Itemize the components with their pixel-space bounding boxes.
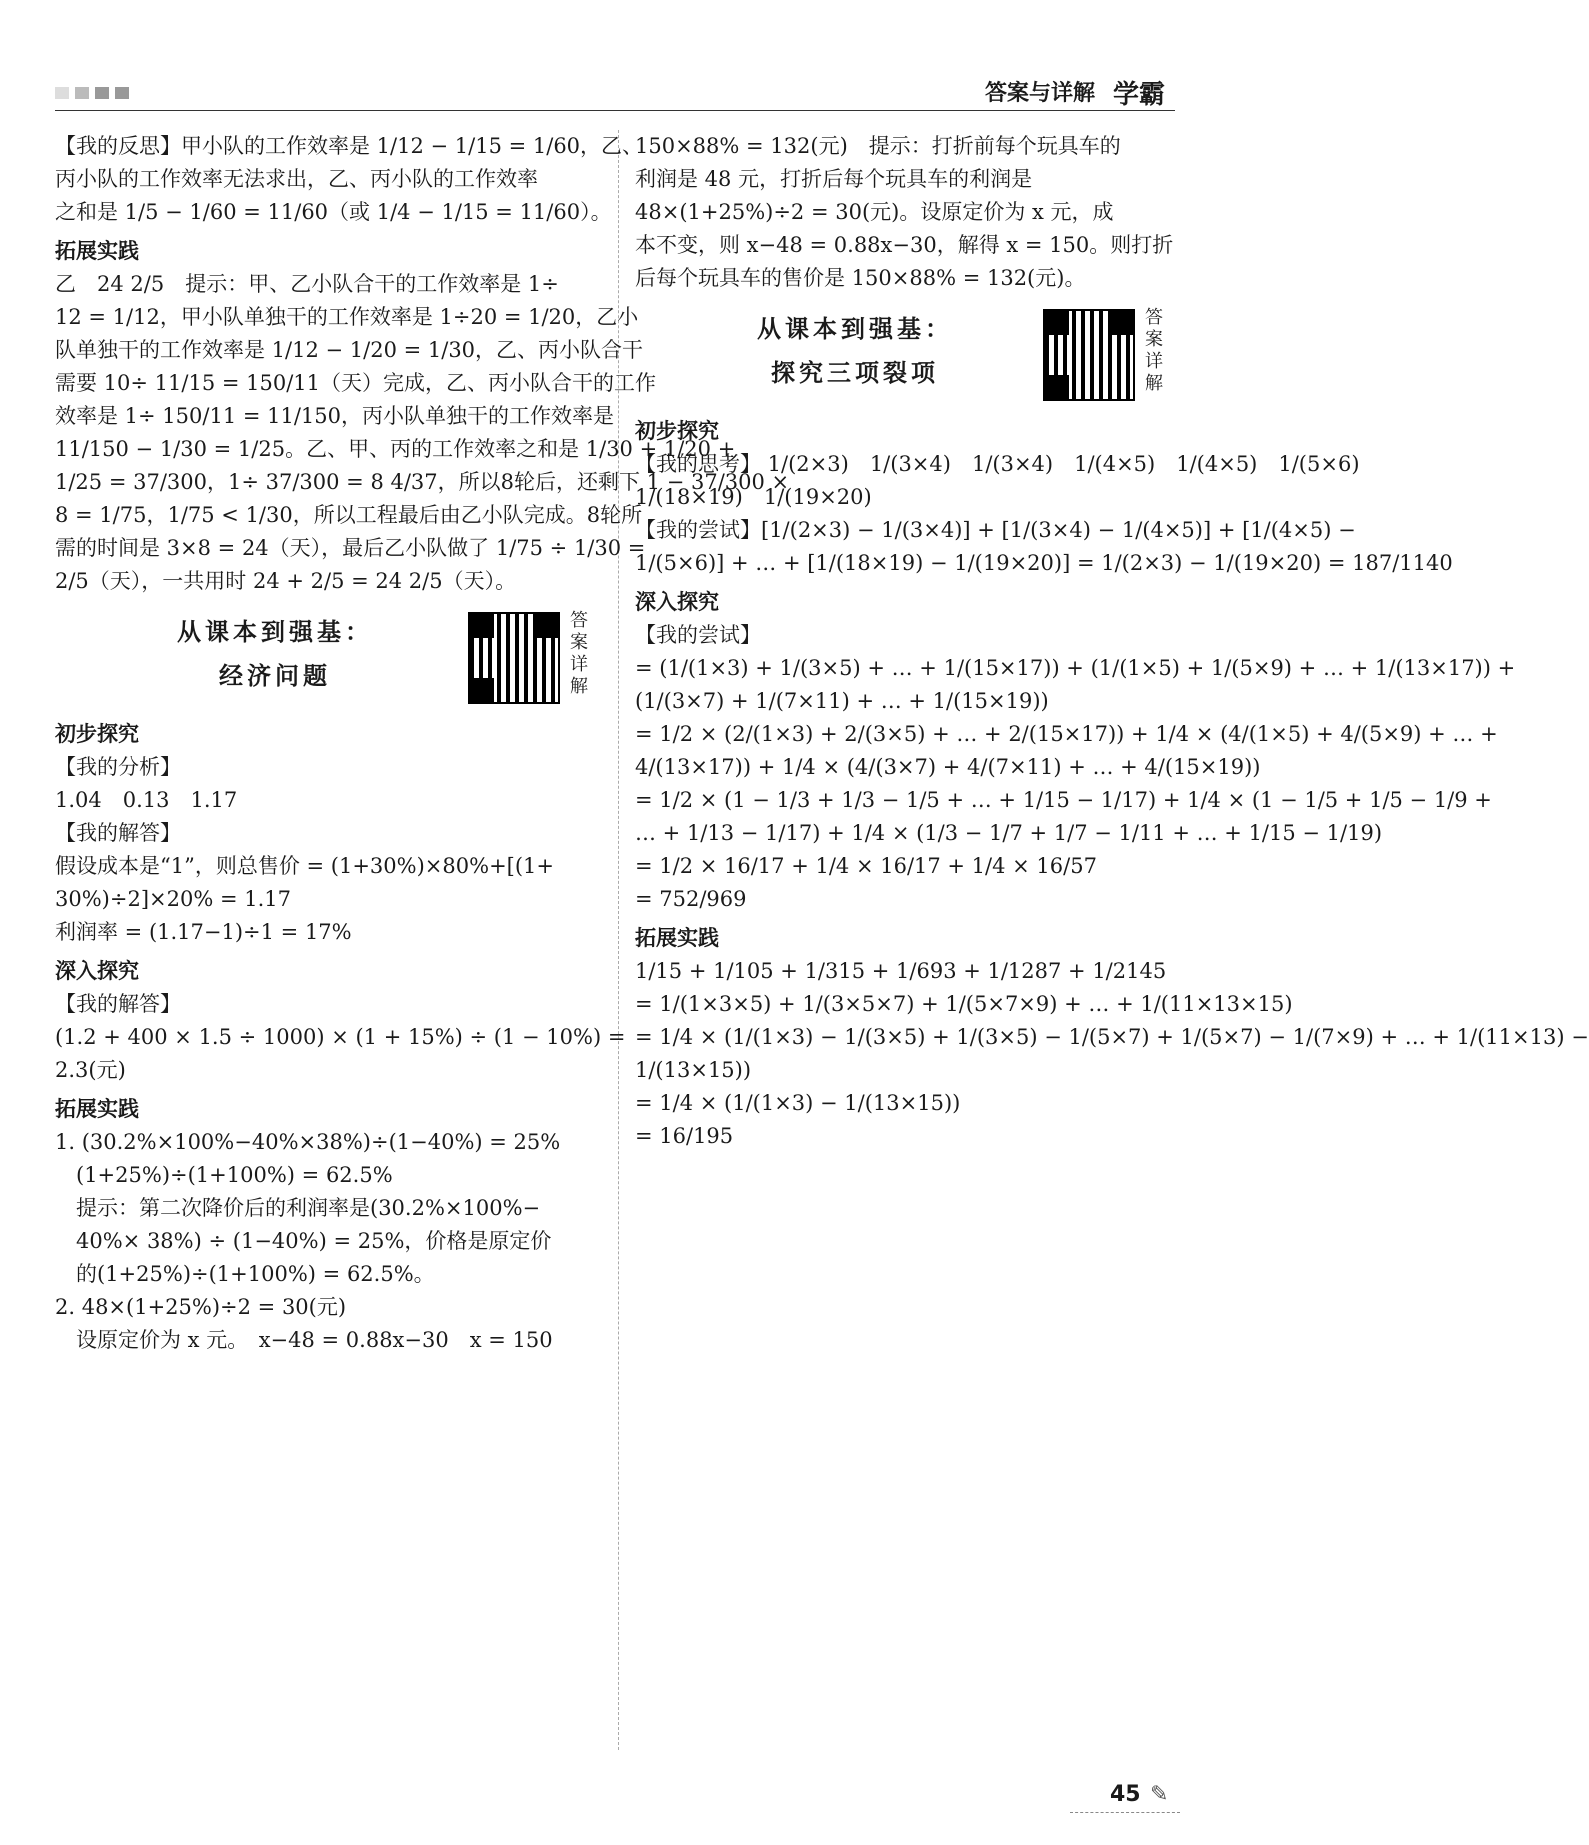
right-text-block-2 <box>635 415 1589 1153</box>
right-column <box>635 130 1589 1153</box>
text-line: (1/(3×7) + 1/(7×11) + … + 1/(15×19)) <box>635 689 1049 713</box>
text-line: 11/150 − 1/30 = 1/25。乙、甲、丙的工作效率之和是 1/30 + 1/20 + <box>55 437 736 461</box>
text-line: 队单独干的工作效率是 1/12 − 1/20 = 1/30，乙、丙小队合干 <box>55 338 644 362</box>
subheading: 深入探究 <box>635 590 719 614</box>
text-line: 12 = 1/12，甲小队单独干的工作效率是 1÷20 = 1/20，乙小 <box>55 305 639 329</box>
section-subtitle: 探究三项裂项 <box>771 359 939 387</box>
text-line: 利润是 48 元，打折后每个玩具车的利润是 <box>635 167 1033 191</box>
text-line: 【我的反思】甲小队的工作效率是 1/12 − 1/15 = 1/60，乙、 <box>55 134 644 158</box>
section-title: 从课本到强基： <box>757 315 953 343</box>
section-title: 从课本到强基： <box>177 618 373 646</box>
text-line: = 1/4 × (1/(1×3) − 1/(13×15)) <box>635 1091 961 1115</box>
text-line: 【我的尝试】[1/(2×3) − 1/(3×4)] + [1/(3×4) − 1/(4×5)] + [1/(4×5) − <box>635 518 1356 542</box>
text-line: 后每个玩具车的售价是 150×88% = 132(元)。 <box>635 266 1086 290</box>
text-line: = 1/2 × 16/17 + 1/4 × 16/17 + 1/4 × 16/57 <box>635 854 1097 878</box>
page-header <box>55 70 1175 110</box>
text-line: … + 1/13 − 1/17) + 1/4 × (1/3 − 1/7 + 1/7 − 1/11 + … + 1/15 − 1/19) <box>635 821 1383 845</box>
page-number: 45 <box>1110 1782 1141 1807</box>
text-line: = 1/2 × (1 − 1/3 + 1/3 − 1/5 + … + 1/15 − 1/17) + 1/4 × (1 − 1/5 + 1/5 − 1/9 + <box>635 788 1492 812</box>
text-line: (1.2 + 400 × 1.5 ÷ 1000) × (1 + 15%) ÷ (1 − 10%) = <box>55 1025 626 1049</box>
subheading: 深入探究 <box>55 959 139 983</box>
text-line: 40%× 38%) ÷ (1−40%) = 25%，价格是原定价 <box>55 1229 552 1253</box>
subheading: 拓展实践 <box>55 239 139 263</box>
section-subtitle: 经济问题 <box>219 662 331 690</box>
subheading: 拓展实践 <box>55 1097 139 1121</box>
text-line: 8 = 1/75，1/75 < 1/30，所以工程最后由乙小队完成。8轮所 <box>55 503 643 527</box>
text-line: 48×(1+25%)÷2 = 30(元)。设原定价为 x 元，成 <box>635 200 1114 224</box>
text-line: = 1/4 × (1/(1×3) − 1/(3×5) + 1/(3×5) − 1/(5×7) + 1/(5×7) − 1/(7×9) + … + 1/(11×13) − <box>635 1025 1589 1049</box>
text-line: 【我的思考】 1/(2×3) 1/(3×4) 1/(3×4) 1/(4×5) 1/(4×5) 1/(5×6) <box>635 452 1360 476</box>
header-rule <box>55 110 1175 111</box>
subheading: 初步探究 <box>635 419 719 443</box>
text-line: 2.3(元) <box>55 1058 126 1082</box>
text-line: 需要 10÷ 11/15 = 150/11（天）完成，乙、丙小队合干的工作 <box>55 371 657 395</box>
text-line: 利润率 = (1.17−1)÷1 = 17% <box>55 920 352 944</box>
header-decoration <box>55 84 135 103</box>
text-line: 本不变，则 x−48 = 0.88x−30，解得 x = 150。则打折 <box>635 233 1174 257</box>
text-line: 【我的分析】 <box>55 755 181 779</box>
text-line: 假设成本是“1”，则总售价 = (1+30%)×80%+[(1+ <box>55 854 555 878</box>
text-line: 4/(13×17)) + 1/4 × (4/(3×7) + 4/(7×11) + … + 4/(15×19)) <box>635 755 1261 779</box>
text-line: 1/15 + 1/105 + 1/315 + 1/693 + 1/1287 + 1/2145 <box>635 959 1167 983</box>
section-three-term <box>635 305 1175 405</box>
footer-rule <box>1070 1812 1180 1813</box>
qr-code-icon[interactable] <box>1043 309 1135 401</box>
section-economics <box>55 608 600 708</box>
text-line: 乙 24 2/5 提示：甲、乙小队合干的工作效率是 1÷ <box>55 272 559 296</box>
text-line: = 752/969 <box>635 887 747 911</box>
text-line: 1/(5×6)] + … + [1/(18×19) − 1/(19×20)] = 1/(2×3) − 1/(19×20) = 187/1140 <box>635 551 1453 575</box>
text-line: 效率是 1÷ 150/11 = 11/150，丙小队单独干的工作效率是 <box>55 404 615 428</box>
text-line: 提示：第二次降价后的利润率是(30.2%×100%− <box>55 1196 541 1220</box>
text-line: 150×88% = 132(元) 提示：打折前每个玩具车的 <box>635 134 1121 158</box>
subheading: 初步探究 <box>55 722 139 746</box>
text-line: 之和是 1/5 − 1/60 = 11/60（或 1/4 − 1/15 = 11/60）。 <box>55 200 612 224</box>
text-line: 的(1+25%)÷(1+100%) = 62.5%。 <box>55 1262 435 1286</box>
text-line: (1+25%)÷(1+100%) = 62.5% <box>55 1163 393 1187</box>
text-line: 2/5（天），一共用时 24 + 2/5 = 24 2/5（天）。 <box>55 569 517 593</box>
header-brand: 学霸 <box>1112 80 1165 110</box>
text-line: 【我的尝试】 <box>635 623 761 647</box>
qr-label: 答案详解 <box>1145 307 1163 394</box>
text-line: 30%)÷2]×20% = 1.17 <box>55 887 291 911</box>
text-line: 丙小队的工作效率无法求出，乙、丙小队的工作效率 <box>55 167 538 191</box>
text-line: 1.04 0.13 1.17 <box>55 788 238 812</box>
right-text-block <box>635 130 1175 295</box>
text-line: = (1/(1×3) + 1/(3×5) + … + 1/(15×17)) + (1/(1×5) + 1/(5×9) + … + 1/(13×17)) + <box>635 656 1516 680</box>
subheading: 拓展实践 <box>635 926 719 950</box>
text-line: 1/25 = 37/300，1÷ 37/300 = 8 4/37，所以8轮后，还剩下 1 − 37/300 × <box>55 470 790 494</box>
text-line: = 1/2 × (2/(1×3) + 2/(3×5) + … + 2/(15×17)) + 1/4 × (4/(1×5) + 4/(5×9) + … + <box>635 722 1498 746</box>
text-line: 【我的解答】 <box>55 992 181 1016</box>
text-line: = 16/195 <box>635 1124 734 1148</box>
text-line: 【我的解答】 <box>55 821 181 845</box>
qr-code-icon[interactable] <box>468 612 560 704</box>
text-line: 1/(13×15)) <box>635 1058 752 1082</box>
text-line: 设原定价为 x 元。 x−48 = 0.88x−30 x = 150 <box>55 1328 553 1352</box>
text-line: 2. 48×(1+25%)÷2 = 30(元) <box>55 1295 347 1319</box>
qr-label: 答案详解 <box>570 610 588 697</box>
left-text-block-2 <box>55 718 626 1357</box>
text-line: = 1/(1×3×5) + 1/(3×5×7) + 1/(5×7×9) + … + 1/(11×13×15) <box>635 992 1293 1016</box>
header-title: 答案与详解 <box>984 81 1095 106</box>
text-line: 需的时间是 3×8 = 24（天），最后乙小队做了 1/75 ÷ 1/30 = <box>55 536 646 560</box>
text-line: 1. (30.2%×100%−40%×38%)÷(1−40%) = 25% <box>55 1130 561 1154</box>
pencil-icon: ✎ <box>1150 1782 1169 1807</box>
text-line: 1/(18×19) 1/(19×20) <box>635 485 872 509</box>
